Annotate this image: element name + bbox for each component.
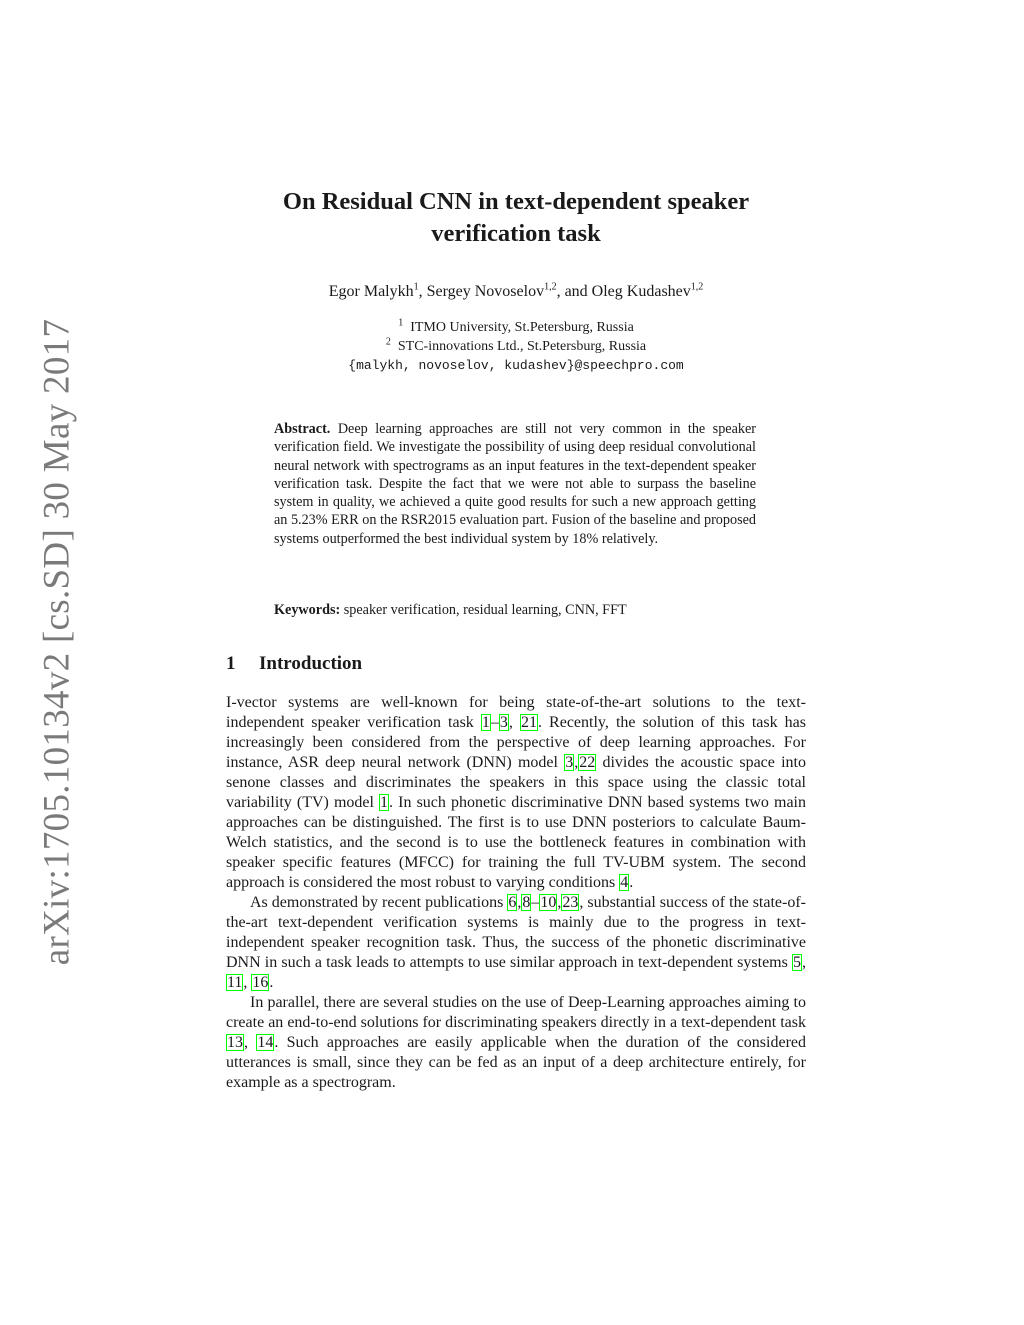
p2-text-2: , substantial success of the state-of-the-art text-dependent verification systems is mainly due to the progress in text-independent speaker recognition task. Thus, the success of the phonetic discriminative DNN in such a task leads to attempts to use similar approach in text-dependent systems xyxy=(226,894,806,971)
affiliation-1 xyxy=(226,318,806,337)
p2-text-3: . xyxy=(269,974,274,991)
p1-text-5: . xyxy=(629,874,634,891)
title-line-2: verification task xyxy=(431,220,601,247)
p3-sep-1: , xyxy=(244,1034,257,1051)
paragraph-1 xyxy=(226,693,806,893)
citation-link[interactable]: 1 xyxy=(481,714,490,731)
affiliation-1-text: ITMO University, St.Petersburg, Russia xyxy=(410,320,634,335)
citation-link[interactable]: 16 xyxy=(252,974,269,991)
author-3: and Oleg Kudashev xyxy=(564,283,691,300)
p1-sep-1: – xyxy=(490,714,499,731)
p1-text-3: divides the acoustic space into senone classes and discriminates the speakers in this space using the classic total variability (TV) model xyxy=(226,754,806,811)
p1-text-1: I-vector systems are well-known for being state-of-the-art solutions to the text-independent speaker verification task xyxy=(226,694,806,731)
citation-link[interactable]: 14 xyxy=(257,1034,274,1051)
affiliation-2-text: STC-innovations Ltd., St.Petersburg, Russia xyxy=(397,339,647,354)
author-1-affil: 1 xyxy=(413,281,419,293)
p2-text-1: As demonstrated by recent publications xyxy=(250,894,508,911)
section-title: Introduction xyxy=(259,653,363,674)
paragraph-3 xyxy=(226,993,806,1093)
paragraph-2 xyxy=(226,893,806,993)
author-list: Egor Malykh$^1$, Sergey Novoselov$^{1,2}$, and Oleg Kudashev$^{1,2}$ xyxy=(328,281,704,300)
p2-sep-4: , xyxy=(802,954,806,971)
section-heading xyxy=(226,653,362,675)
author-3-affil: 1,2 xyxy=(690,281,704,293)
citation-link[interactable]: 10 xyxy=(540,894,557,911)
affiliation-1-mark: 1 xyxy=(398,317,404,329)
citation-link[interactable]: 11 xyxy=(227,974,243,991)
author-emails: {malykh, novoselov, kudashev}@speechpro.com xyxy=(348,358,684,373)
citation-link[interactable]: 13 xyxy=(227,1034,243,1051)
citation-link[interactable]: 5 xyxy=(793,954,801,971)
author-2: Sergey Novoselov xyxy=(426,283,545,300)
abstract xyxy=(274,420,756,548)
arxiv-identifier: arXiv:1705.10134v2 [cs.SD] 30 May 2017 xyxy=(36,318,78,966)
p3-text-1: In parallel, there are several studies on the use of Deep-Learning approaches aiming to create an end-to-end solutions for discriminating speakers directly in a text-dependent task xyxy=(226,994,806,1031)
affiliation-2-mark: 2 xyxy=(385,336,391,348)
p2-sep-2: – xyxy=(531,894,540,911)
affiliations xyxy=(226,318,806,375)
citation-link[interactable]: 3 xyxy=(499,714,508,731)
section-number: 1 xyxy=(226,653,236,674)
citation-link[interactable]: 23 xyxy=(562,894,579,911)
citation-link[interactable]: 22 xyxy=(579,754,596,771)
keywords-label: Keywords: xyxy=(274,602,341,618)
citation-link[interactable]: 4 xyxy=(620,874,629,891)
citation-link[interactable]: 8 xyxy=(522,894,531,911)
p1-text-4: . In such phonetic discriminative DNN based systems two main approaches can be distinguished. The first is to use DNN posteriors to calculate Baum-Welch statistics, and the second is to use the bottleneck features in combination with speaker specific features (MFCC) for training the full TV-UBM system. The second approach is considered the most robust to varying conditions xyxy=(226,794,806,891)
abstract-text: Deep learning approaches are still not very common in the speaker verification field. We investigate the possibility of using deep residual convolutional neural network with spectrograms as an input features in the text-dependent speaker verification task. Despite the fact that we were not able to surpass the baseline system in quality, we achieved a quite good results for such a new approach getting an 5.23% ERR on the RSR2015 evaluation part. Fusion of the baseline and proposed systems outperformed the best individual system by 18% relatively. xyxy=(274,421,756,547)
citation-link[interactable]: 21 xyxy=(520,714,537,731)
p3-text-2: . Such approaches are easily applicable when the duration of the considered utterances is small, since they can be fed as an input of a deep architecture entirely, for example as a spectrogram. xyxy=(226,1034,806,1091)
keywords xyxy=(274,602,756,619)
citation-link[interactable]: 3 xyxy=(565,754,574,771)
affiliation-2 xyxy=(226,337,806,356)
author-1: Egor Malykh xyxy=(328,283,414,300)
citation-link[interactable]: 6 xyxy=(508,894,517,911)
p1-sep-2: , xyxy=(508,714,520,731)
paper-title xyxy=(226,186,806,250)
abstract-label: Abstract. xyxy=(274,421,331,437)
p2-sep-3: , xyxy=(557,894,562,911)
keywords-text: speaker verification, residual learning, CNN, FFT xyxy=(343,602,627,618)
section-body xyxy=(226,693,806,1093)
p2-sep-1: , xyxy=(517,894,522,911)
p2-sep-5: , xyxy=(243,974,252,991)
p1-text-2: . Recently, the solution of this task has increasingly been considered from the perspective of deep learning approaches. For instance, ASR deep neural network (DNN) model xyxy=(226,714,806,771)
title-line-1: On Residual CNN in text-dependent speaker xyxy=(282,188,750,215)
author-2-affil: 1,2 xyxy=(544,281,557,293)
p1-sep-3: , xyxy=(574,754,579,771)
citation-link[interactable]: 1 xyxy=(380,794,389,811)
